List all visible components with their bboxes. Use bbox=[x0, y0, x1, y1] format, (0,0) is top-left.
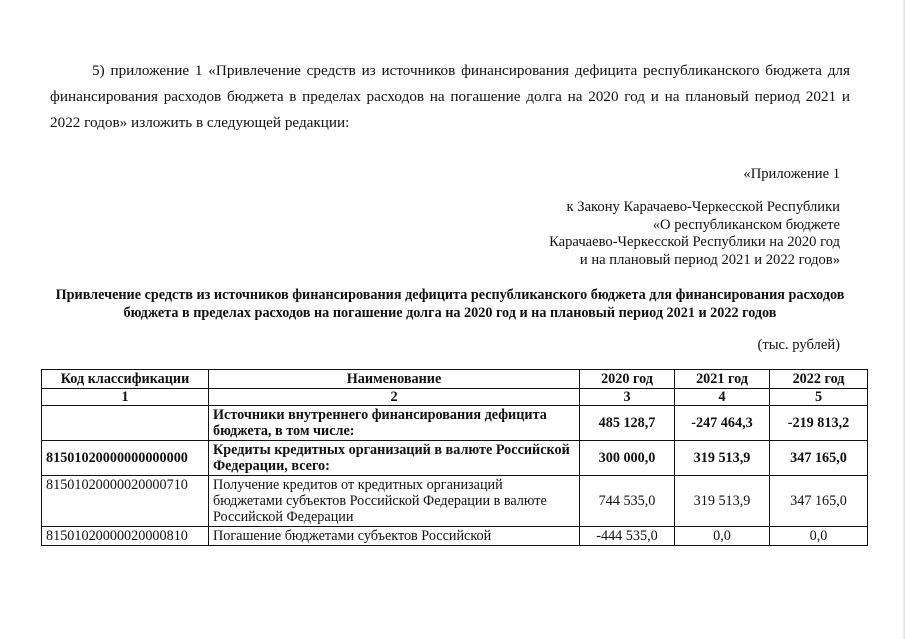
value-2022-cell: 0,0 bbox=[770, 527, 868, 546]
table-header-row bbox=[42, 370, 868, 389]
units-label: (тыс. рублей) bbox=[757, 337, 840, 353]
value-2022-cell: -219 813,2 bbox=[770, 406, 868, 441]
appendix-line-2: «О республиканском бюджете bbox=[652, 216, 840, 233]
code-cell bbox=[42, 406, 209, 441]
value-2020-cell: 744 535,0 bbox=[580, 476, 675, 527]
name-cell: Получение кредитов от кредитных организаций бюджетами субъектов Российской Федерации в валюте Российской Федерации bbox=[209, 476, 580, 527]
index-cell: 3 bbox=[580, 389, 675, 406]
financing-table bbox=[41, 369, 868, 546]
value-2020-cell: 485 128,7 bbox=[580, 406, 675, 441]
value-2021-cell: 319 513,9 bbox=[675, 476, 770, 527]
code-cell: 81501020000020000710 bbox=[42, 476, 209, 527]
header-name: Наименование bbox=[209, 370, 580, 389]
table-row bbox=[42, 476, 868, 527]
header-code: Код классификации bbox=[42, 370, 209, 389]
table-row bbox=[42, 406, 868, 441]
index-cell: 5 bbox=[770, 389, 868, 406]
header-2020: 2020 год bbox=[580, 370, 675, 389]
code-cell: 81501020000020000810 bbox=[42, 527, 209, 546]
index-cell: 2 bbox=[209, 389, 580, 406]
intro-paragraph: 5) приложение 1 «Привлечение средств из источников финансирования дефицита республиканского бюджета для финансирования расходов бюджета в пределах расходов на погашение долга на 2020 год и на плановый период 2021 и 2022 годов» изложить в следующей редакции: bbox=[50, 62, 850, 131]
index-cell: 1 bbox=[42, 389, 209, 406]
appendix-heading: «Приложение 1 bbox=[743, 166, 840, 182]
name-cell: Погашение бюджетами субъектов Российской bbox=[209, 527, 580, 546]
table-index-row bbox=[42, 389, 868, 406]
appendix-law-reference bbox=[549, 199, 840, 269]
name-cell: Источники внутреннего финансирования дефицита бюджета, в том числе: bbox=[209, 406, 580, 441]
value-2020-cell: 300 000,0 bbox=[580, 441, 675, 476]
appendix-line-3: Карачаево-Черкесской Республики на 2020 год bbox=[549, 234, 840, 250]
code-cell: 81501020000000000000 bbox=[42, 441, 209, 476]
table-row bbox=[42, 527, 868, 546]
appendix-line-4: и на плановый период 2021 и 2022 годов» bbox=[579, 251, 840, 268]
name-cell: Кредиты кредитных организаций в валюте Российской Федерации, всего: bbox=[209, 441, 580, 476]
appendix-line-1: к Закону Карачаево-Черкесской Республики bbox=[566, 199, 840, 215]
value-2021-cell: 319 513,9 bbox=[675, 441, 770, 476]
document-title: Привлечение средств из источников финансирования дефицита республиканского бюджета для финансирования расходов бюджета в пределах расходов на погашение долга на 2020 год и на плановый период 2021 и 2022 годов bbox=[55, 287, 845, 321]
header-2021: 2021 год bbox=[675, 370, 770, 389]
index-cell: 4 bbox=[675, 389, 770, 406]
table-row bbox=[42, 441, 868, 476]
header-2022: 2022 год bbox=[770, 370, 868, 389]
value-2021-cell: -247 464,3 bbox=[675, 406, 770, 441]
value-2021-cell: 0,0 bbox=[675, 527, 770, 546]
value-2022-cell: 347 165,0 bbox=[770, 476, 868, 527]
value-2020-cell: -444 535,0 bbox=[580, 527, 675, 546]
value-2022-cell: 347 165,0 bbox=[770, 441, 868, 476]
